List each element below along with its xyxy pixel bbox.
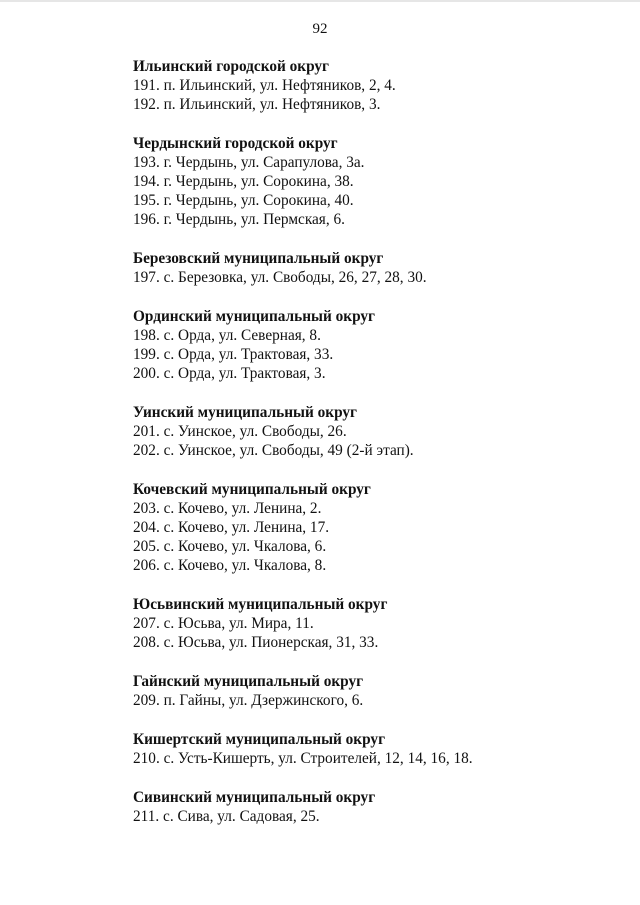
address-item: 196. г. Чердынь, ул. Пермская, 6. (133, 211, 345, 228)
section-yusvinsky (133, 595, 613, 652)
address-item: 206. с. Кочево, ул. Чкалова, 8. (133, 557, 327, 574)
section-kishertsky (133, 730, 613, 768)
section-title: Чердынский городской округ (133, 135, 338, 152)
page-number: 92 (312, 21, 328, 37)
section-ilinsky (133, 57, 613, 114)
section-title: Уинский муниципальный округ (133, 404, 358, 421)
address-item: 208. с. Юсьва, ул. Пионерская, 31, 33. (133, 634, 379, 651)
address-item: 211. с. Сива, ул. Садовая, 25. (133, 808, 320, 825)
address-item: 209. п. Гайны, ул. Дзержинского, 6. (133, 692, 364, 709)
address-item: 191. п. Ильинский, ул. Нефтяников, 2, 4. (133, 77, 396, 94)
address-item: 203. с. Кочево, ул. Ленина, 2. (133, 500, 322, 517)
address-item: 194. г. Чердынь, ул. Сорокина, 38. (133, 173, 354, 190)
address-item: 193. г. Чердынь, ул. Сарапулова, 3а. (133, 154, 365, 171)
page-top-edge (0, 0, 640, 2)
section-title: Кочевский муниципальный округ (133, 481, 371, 498)
address-item: 195. г. Чердынь, ул. Сорокина, 40. (133, 192, 354, 209)
address-item: 207. с. Юсьва, ул. Мира, 11. (133, 615, 314, 632)
address-item: 197. с. Березовка, ул. Свободы, 26, 27, 28, 30. (133, 269, 427, 286)
document-body (133, 57, 613, 846)
address-item: 192. п. Ильинский, ул. Нефтяников, 3. (133, 96, 381, 113)
section-kochevsky (133, 480, 613, 575)
section-title: Сивинский муниципальный округ (133, 789, 376, 806)
section-title: Кишертский муниципальный округ (133, 731, 386, 748)
section-title: Березовский муниципальный округ (133, 250, 384, 267)
address-item: 205. с. Кочево, ул. Чкалова, 6. (133, 538, 327, 555)
section-title: Юсьвинский муниципальный округ (133, 596, 388, 613)
address-item: 210. с. Усть-Кишерть, ул. Строителей, 12, 14, 16, 18. (133, 750, 473, 767)
section-title: Гайнский муниципальный округ (133, 673, 364, 690)
section-sivinsky (133, 788, 613, 826)
address-item: 201. с. Уинское, ул. Свободы, 26. (133, 423, 347, 440)
section-gainsky (133, 672, 613, 710)
section-cherdynsky (133, 134, 613, 229)
section-ordinsky (133, 307, 613, 383)
address-item: 198. с. Орда, ул. Северная, 8. (133, 327, 321, 344)
section-title: Ильинский городской округ (133, 58, 329, 75)
address-item: 202. с. Уинское, ул. Свободы, 49 (2-й этап). (133, 442, 414, 459)
address-item: 199. с. Орда, ул. Трактовая, 33. (133, 346, 334, 363)
address-item: 200. с. Орда, ул. Трактовая, 3. (133, 365, 326, 382)
address-item: 204. с. Кочево, ул. Ленина, 17. (133, 519, 330, 536)
section-uinsky (133, 403, 613, 460)
section-berezovsky (133, 249, 613, 287)
section-title: Ординский муниципальный округ (133, 308, 375, 325)
